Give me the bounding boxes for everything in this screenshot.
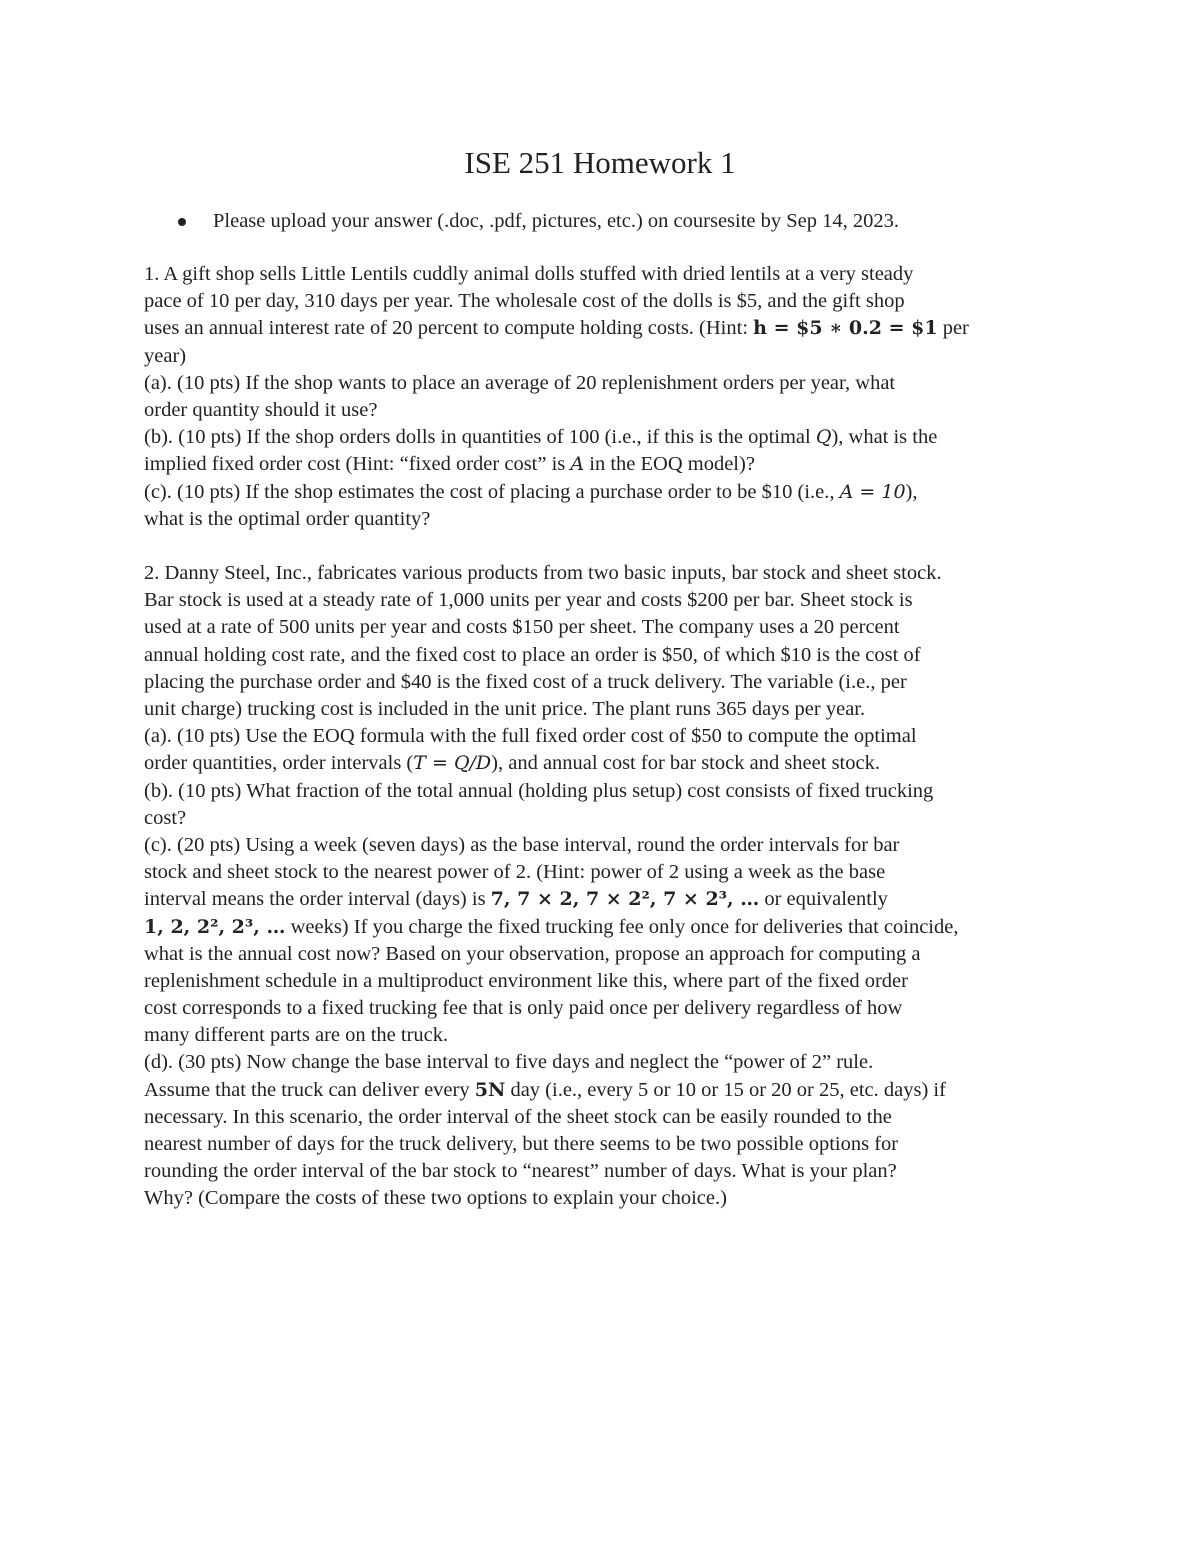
document-body — [144, 261, 1069, 1213]
text-span: (b). (10 pts) If the shop orders dolls in quantities of 100 (i.e., if this is the optimal — [144, 426, 816, 449]
problem-2c-line: what is the annual cost now? Based on your observation, propose an approach for computing a — [144, 942, 921, 965]
problem-2c-line — [144, 886, 1069, 913]
problem-2d-line: nearest number of days for the truck delivery, but there seems to be two possible options for — [144, 1133, 899, 1155]
text-span: interval means the order interval (days) is — [144, 888, 491, 911]
problem-1a-line: (a). (10 pts) If the shop wants to place an average of 20 replenishment orders per year, what — [144, 371, 896, 394]
math-power-series-weeks: 1, 2, 2², 2³, … — [144, 915, 286, 938]
problem-1b-line — [144, 424, 1069, 451]
math-order-interval: T = Q/D — [413, 752, 492, 775]
problem-1 — [144, 261, 1069, 533]
problem-2d-line: (d). (30 pts) Now change the base interval to five days and neglect the “power of 2” rule. — [144, 1051, 874, 1074]
text-span: ), what is the — [831, 426, 938, 449]
problem-2b-line: cost? — [144, 806, 187, 829]
math-a-equals: A = 10 — [839, 480, 906, 503]
page-title: ISE 251 Homework 1 — [464, 145, 736, 180]
problem-2 — [144, 560, 1069, 1213]
problem-1-line: year) — [144, 344, 187, 367]
problem-1c-line — [144, 479, 1069, 506]
problem-1c-line: what is the optimal order quantity? — [144, 507, 431, 530]
text-span: weeks) If you charge the fixed trucking fee only once for deliveries that coincide, — [285, 915, 959, 938]
problem-2-line: 2. Danny Steel, Inc., fabricates various products from two basic inputs, bar stock and sheet stock. — [144, 562, 942, 585]
problem-1b-line — [144, 451, 1069, 478]
problem-2c-line: replenishment schedule in a multiproduct environment like this, where part of the fixed order — [144, 969, 908, 992]
problem-2d-line — [144, 1077, 1069, 1104]
problem-2d-line: Why? (Compare the costs of these two options to explain your choice.) — [144, 1187, 727, 1210]
problem-2b-line: (b). (10 pts) What fraction of the total annual (holding plus setup) cost consists of fixed trucking — [144, 779, 934, 802]
problem-2c-line: (c). (20 pts) Using a week (seven days) as the base interval, round the order intervals for bar — [144, 833, 900, 856]
text-span: order quantities, order intervals ( — [144, 752, 414, 775]
text-span: uses an annual interest rate of 20 percent to compute holding costs. (Hint: — [144, 317, 754, 340]
instruction-text: Please upload your answer (.doc, .pdf, pictures, etc.) on coursesite by Sep 14, 2023. — [213, 210, 900, 232]
problem-2c-line: stock and sheet stock to the nearest power of 2. (Hint: power of 2 using a week as the base — [144, 861, 886, 884]
problem-2a-line — [144, 750, 1069, 777]
paragraph-gap — [144, 533, 1069, 560]
problem-1-hint-line — [144, 315, 1069, 342]
text-span: ), and annual cost for bar stock and sheet stock. — [491, 752, 880, 775]
math-power-series-days: 7, 7 × 2, 7 × 2², 7 × 2³, … — [490, 888, 760, 911]
problem-2a-line: (a). (10 pts) Use the EOQ formula with the full fixed order cost of $50 to compute the optimal — [144, 725, 917, 748]
problem-2-line: unit charge) trucking cost is included in the unit price. The plant runs 365 days per year. — [144, 698, 866, 720]
text-span: or equivalently — [759, 888, 888, 911]
text-span: per — [937, 317, 969, 340]
problem-2c-line: many different parts are on the truck. — [144, 1024, 449, 1047]
problem-2-line: annual holding cost rate, and the fixed cost to place an order is $50, of which $10 is the cost of — [144, 643, 921, 666]
text-span: (c). (10 pts) If the shop estimates the cost of placing a purchase order to be $10 (i.e., — [144, 480, 840, 503]
text-span: day (i.e., every 5 or 10 or 15 or 20 or 25, etc. days) if — [505, 1078, 946, 1101]
text-span: in the EOQ model)? — [584, 453, 755, 476]
math-a: A — [570, 453, 585, 476]
problem-2-line: Bar stock is used at a steady rate of 1,000 units per year and costs $200 per bar. Sheet stock is — [144, 589, 913, 612]
problem-2d-line: rounding the order interval of the bar stock to “nearest” number of days. What is your plan? — [144, 1160, 897, 1183]
text-span: Assume that the truck can deliver every — [144, 1078, 475, 1101]
problem-1-line: 1. A gift shop sells Little Lentils cuddly animal dolls stuffed with dried lentils at a very steady — [144, 263, 914, 285]
math-5n: 5N — [474, 1078, 506, 1101]
bullet-dot-icon — [178, 218, 186, 226]
problem-2c-line — [144, 914, 1069, 941]
text-span: ), — [905, 480, 918, 503]
problem-2d-line: necessary. In this scenario, the order interval of the sheet stock can be easily rounded to the — [144, 1105, 892, 1128]
math-holding-cost: h = $5 ∗ 0.2 = $1 — [753, 317, 938, 340]
text-span: implied fixed order cost (Hint: “fixed order cost” is — [144, 453, 571, 476]
problem-1-line: pace of 10 per day, 310 days per year. The wholesale cost of the dolls is $5, and the gift shop — [144, 290, 905, 313]
problem-2-line: used at a rate of 500 units per year and costs $150 per sheet. The company uses a 20 percent — [144, 616, 900, 639]
problem-2c-line: cost corresponds to a fixed trucking fee that is only paid once per delivery regardless of how — [144, 997, 903, 1020]
problem-2-line: placing the purchase order and $40 is the fixed cost of a truck delivery. The variable (i.e., per — [144, 670, 907, 693]
problem-1a-line: order quantity should it use? — [144, 398, 378, 421]
math-q: Q — [815, 426, 832, 449]
